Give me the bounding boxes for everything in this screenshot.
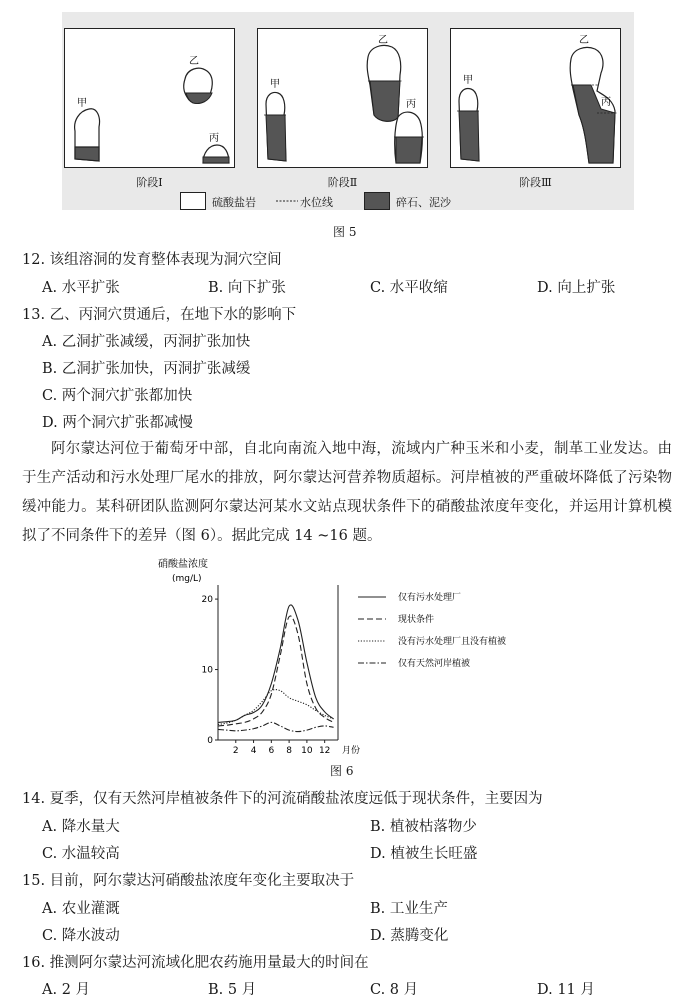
q12-option-a: A. 水平扩张 bbox=[42, 280, 120, 296]
q15-option-a: A. 农业灌溉 bbox=[42, 901, 120, 917]
cave-jia-label-1: 甲 bbox=[77, 98, 87, 109]
stage-2-label: 阶段Ⅱ bbox=[327, 176, 358, 189]
chart-ytick-label: 20 bbox=[201, 595, 213, 606]
q12-stem: 12. 该组溶洞的发育整体表现为洞穴空间 bbox=[22, 252, 282, 268]
q14-option-c: C. 水温较高 bbox=[42, 846, 120, 862]
chart-series-line-4 bbox=[218, 722, 334, 731]
chart-ytick-label: 10 bbox=[201, 665, 213, 676]
legend-waterline-label: 水位线 bbox=[300, 196, 333, 209]
q13-option-a: A. 乙洞扩张减缓，丙洞扩张加快 bbox=[42, 334, 251, 350]
chart-xtick-label: 4 bbox=[250, 746, 257, 756]
legend-rock-swatch bbox=[180, 192, 206, 210]
chart-yunit: (mg/L) bbox=[172, 574, 202, 584]
q16-stem: 16. 推测阿尔蒙达河流域化肥农药施用量最大的时间在 bbox=[22, 955, 369, 971]
q12-option-c: C. 水平收缩 bbox=[370, 280, 448, 296]
q15-option-b: B. 工业生产 bbox=[370, 901, 448, 917]
legend-gravel-label: 碎石、泥沙 bbox=[396, 196, 451, 209]
q15-option-d: D. 蒸腾变化 bbox=[370, 928, 449, 944]
q16-option-d: D. 11 月 bbox=[537, 982, 595, 998]
q14-option-d: D. 植被生长旺盛 bbox=[370, 846, 478, 862]
stage-1-drawing bbox=[65, 29, 234, 167]
chart-lines bbox=[218, 605, 334, 732]
cave-yi-label-1: 乙 bbox=[189, 56, 199, 67]
chart-xlabel: 月份 bbox=[342, 746, 361, 756]
stage-3-panel bbox=[450, 28, 621, 168]
q12-option-b: B. 向下扩张 bbox=[208, 280, 286, 296]
stage-1-label: 阶段Ⅰ bbox=[136, 176, 163, 189]
stage-3-drawing bbox=[451, 29, 620, 167]
cave-bing-label-2: 丙 bbox=[406, 99, 416, 110]
chart-xtick-label: 12 bbox=[318, 746, 331, 756]
cave-bing-label-1: 丙 bbox=[209, 133, 219, 144]
cave-yi-label-2: 乙 bbox=[378, 35, 388, 46]
q15-option-c: C. 降水波动 bbox=[42, 928, 120, 944]
legend-label-4: 仅有天然河岸植被 bbox=[398, 659, 471, 669]
q16-option-c: C. 8 月 bbox=[370, 982, 419, 998]
chart-axes bbox=[202, 585, 360, 756]
legend-waterline-swatch bbox=[276, 198, 298, 204]
cave-jia-label-2: 甲 bbox=[270, 79, 280, 90]
q13-option-d: D. 两个洞穴扩张都减慢 bbox=[42, 415, 193, 431]
chart-series-line-1 bbox=[218, 605, 334, 722]
figure-6-chart bbox=[150, 555, 540, 765]
q13-option-c: C. 两个洞穴扩张都加快 bbox=[42, 388, 193, 404]
q13-stem: 13. 乙、丙洞穴贯通后，在地下水的影响下 bbox=[22, 307, 297, 323]
q16-option-a: A. 2 月 bbox=[42, 982, 91, 998]
chart-legend bbox=[358, 591, 506, 669]
chart-xtick-label: 6 bbox=[268, 746, 275, 756]
chart-ytick-label: 0 bbox=[207, 736, 213, 746]
passage bbox=[22, 435, 672, 551]
chart-xtick-label: 10 bbox=[301, 746, 313, 756]
stage-2-drawing bbox=[258, 29, 427, 167]
figure-6-caption: 图 6 bbox=[330, 764, 354, 778]
q14-option-b: B. 植被枯落物少 bbox=[370, 819, 477, 835]
legend-label-1: 仅有污水处理厂 bbox=[398, 593, 462, 603]
chart-series-line-3 bbox=[218, 690, 334, 725]
legend-label-2: 现状条件 bbox=[398, 615, 435, 625]
passage-paragraph: 阿尔蒙达河位于葡萄牙中部，自北向南流入地中海，流域内广种玉米和小麦，制革工业发达。由于生产活动和污水处理厂尾水的排放，阿尔蒙达河营养物质超标。河岸植被的严重破坏降低了污染物缓冲能力。某科研团队监测阿尔蒙达河某水文站点现状条件下的硝酸盐浓度年变化，并运用计算机模拟了不同条件下的差异（图 6）。据此完成 14 ~16 题。 bbox=[22, 441, 672, 544]
q14-stem: 14. 夏季，仅有天然河岸植被条件下的河流硝酸盐浓度远低于现状条件，主要因为 bbox=[22, 791, 543, 807]
stage-2-panel bbox=[257, 28, 428, 168]
legend-label-3: 没有污水处理厂且没有植被 bbox=[398, 637, 507, 647]
chart-series-line-2 bbox=[218, 616, 334, 726]
legend-rock-label: 硫酸盐岩 bbox=[212, 196, 256, 209]
legend-gravel-swatch bbox=[364, 192, 390, 210]
q15-stem: 15. 目前，阿尔蒙达河硝酸盐浓度年变化主要取决于 bbox=[22, 873, 355, 889]
q16-option-b: B. 5 月 bbox=[208, 982, 257, 998]
cave-yi-label-3: 乙 bbox=[579, 35, 589, 46]
stage-1-panel bbox=[64, 28, 235, 168]
chart-xtick-label: 2 bbox=[232, 746, 239, 756]
figure-5-caption: 图 5 bbox=[333, 225, 357, 239]
q14-option-a: A. 降水量大 bbox=[42, 819, 120, 835]
q13-option-b: B. 乙洞扩张加快，丙洞扩张减缓 bbox=[42, 361, 251, 377]
chart-xtick-label: 8 bbox=[286, 746, 292, 756]
figure-5 bbox=[62, 12, 634, 210]
chart-ylabel: 硝酸盐浓度 bbox=[158, 559, 208, 570]
cave-jia-label-3: 甲 bbox=[463, 75, 473, 86]
stage-3-label: 阶段Ⅲ bbox=[519, 176, 552, 189]
q12-option-d: D. 向上扩张 bbox=[537, 280, 616, 296]
cave-bing-label-3: 丙 bbox=[601, 97, 611, 108]
